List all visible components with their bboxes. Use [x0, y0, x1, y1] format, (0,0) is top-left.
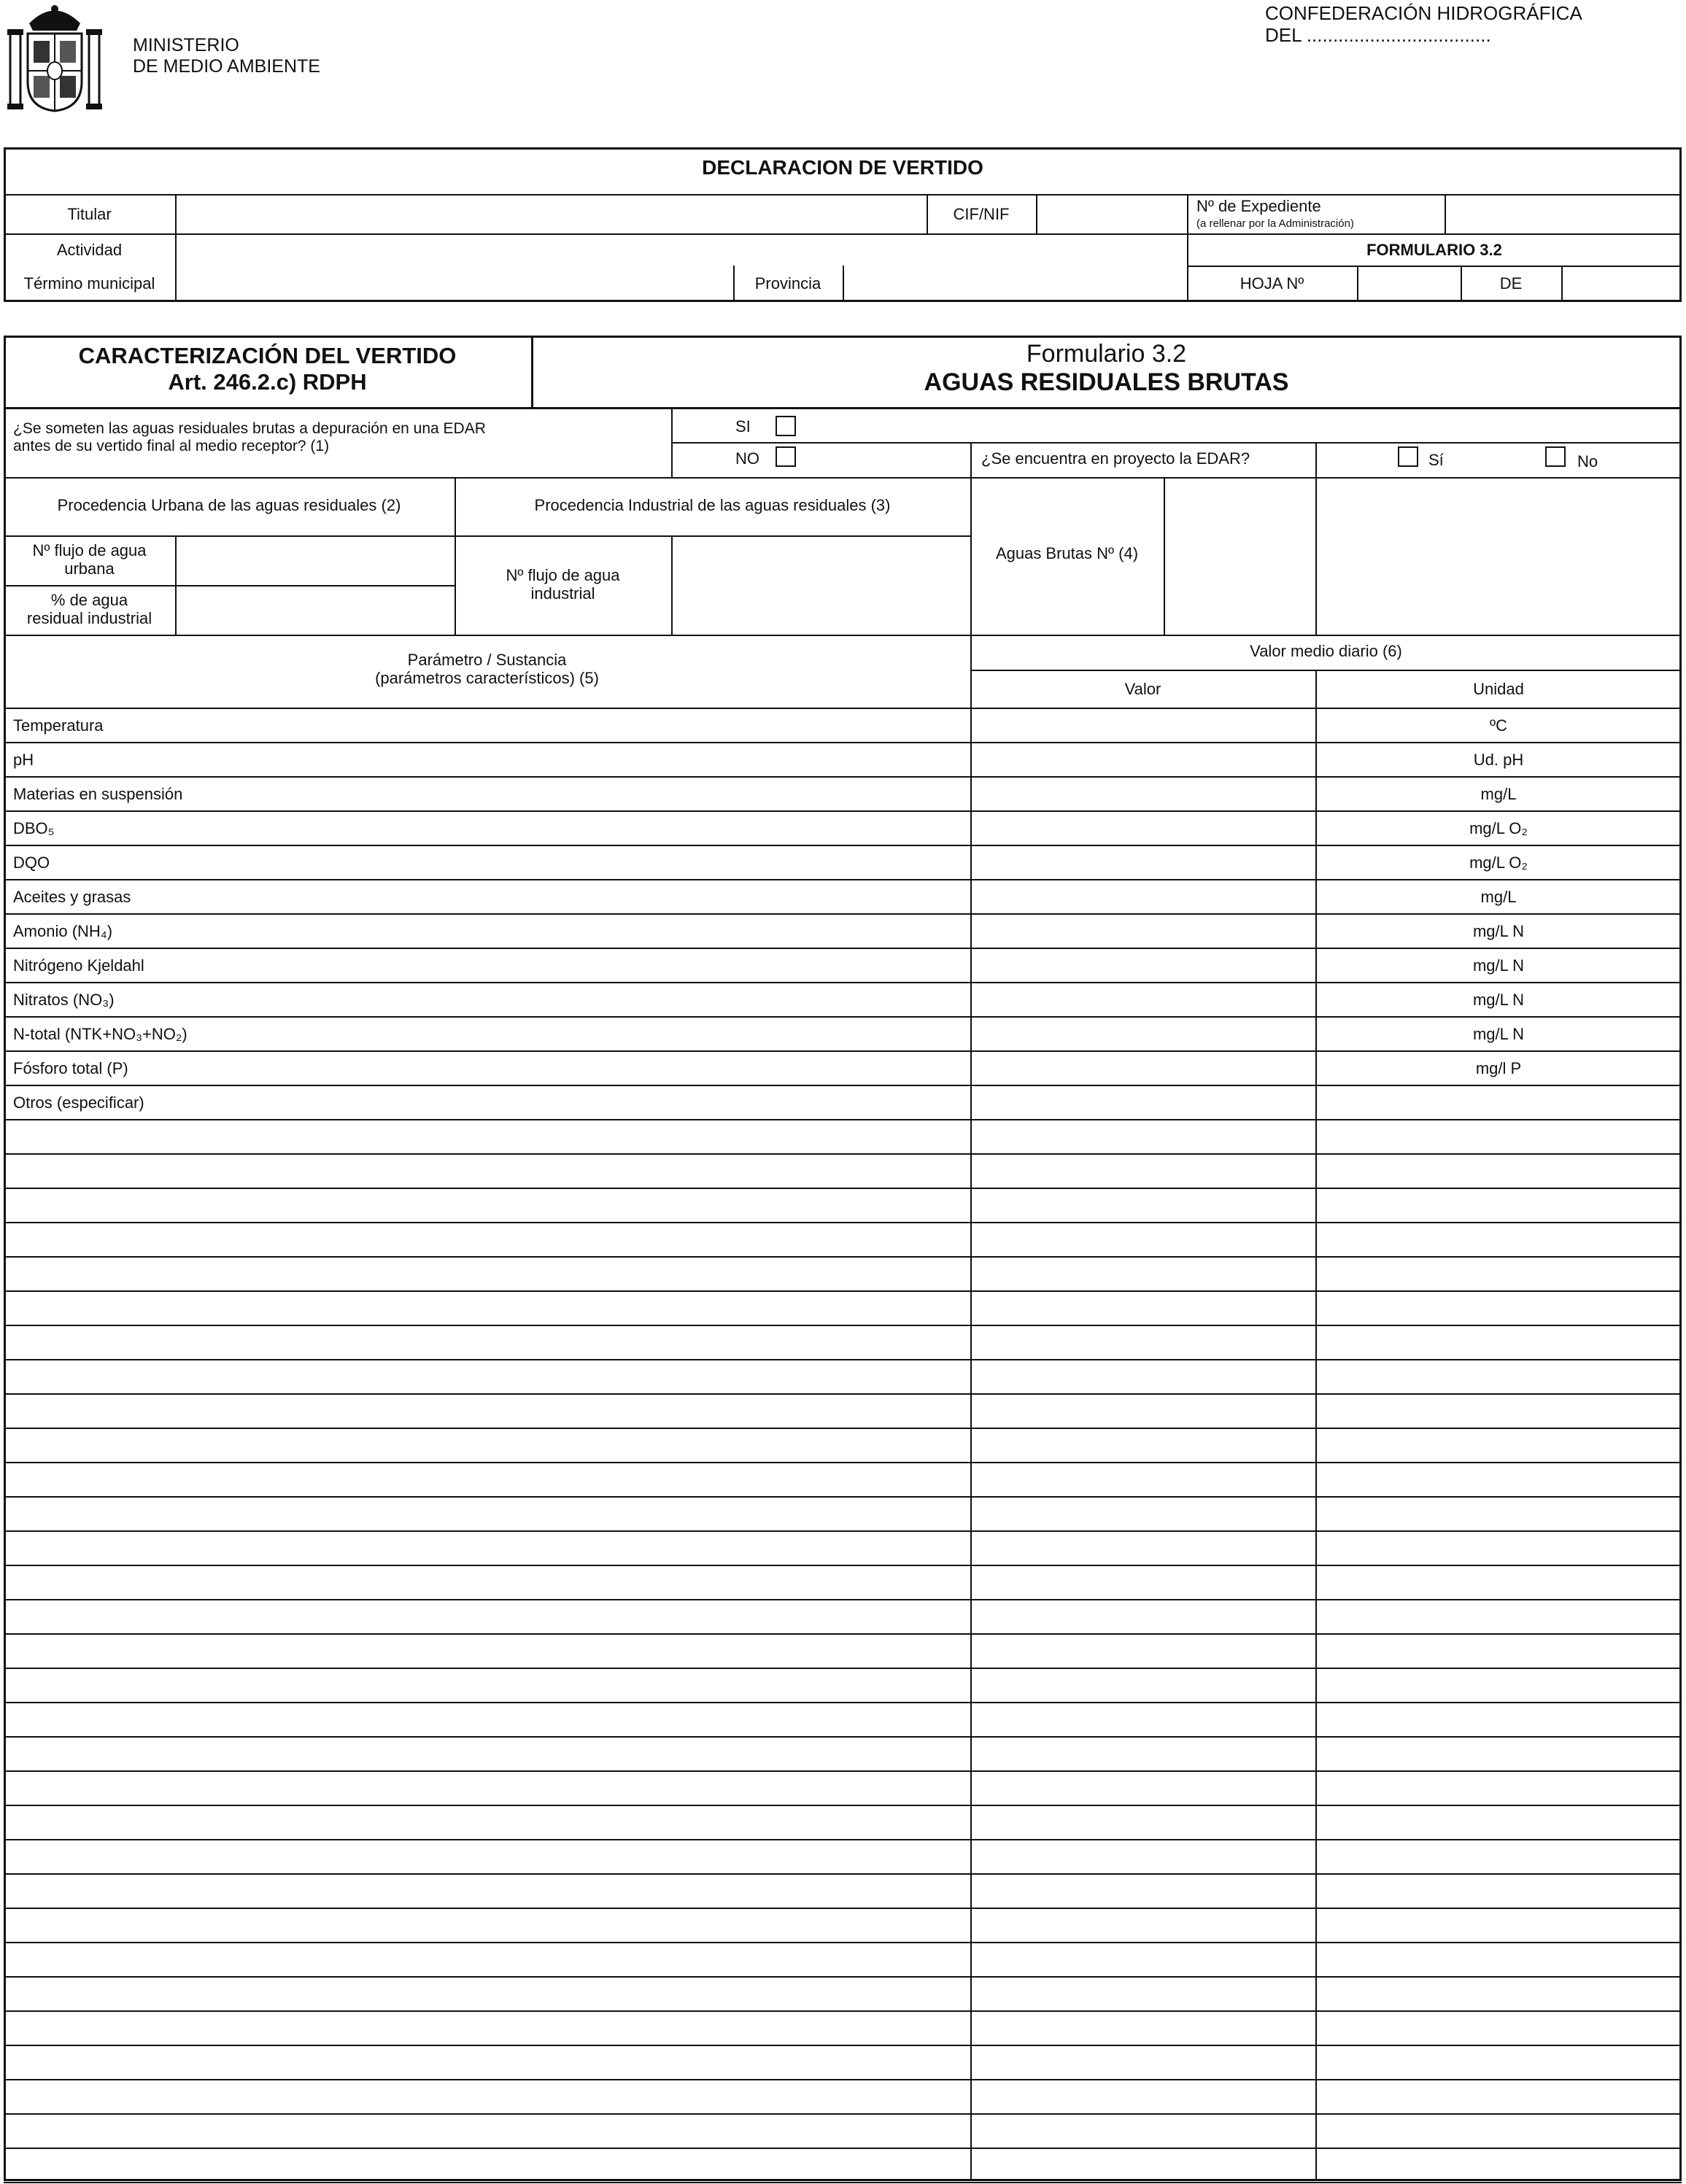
daily-value-header: Valor medio diario (6) — [1250, 642, 1402, 660]
row-divider — [4, 1256, 1682, 1258]
industrial-flow-line2: industrial — [530, 584, 595, 603]
parameter-unit: mg/L N — [1472, 956, 1525, 975]
ministry-line1: MINISTERIO — [133, 35, 239, 55]
parameter-name: Amonio (NH₄) — [13, 922, 113, 940]
parameter-value-field[interactable] — [972, 1018, 1314, 1050]
cif-field[interactable] — [1038, 195, 1186, 232]
parameter-value-field[interactable] — [972, 1806, 1314, 1838]
row-divider — [4, 1942, 1682, 1943]
param-header-line1: Parámetro / Sustancia — [407, 651, 567, 669]
parameter-name: Nitratos (NO₃) — [13, 991, 115, 1009]
parameter-name: Otros (especificar) — [13, 1093, 144, 1112]
form-title-line2: AGUAS RESIDUALES BRUTAS — [924, 368, 1289, 397]
urban-flow-field[interactable] — [177, 537, 453, 584]
row-divider — [4, 1290, 1682, 1292]
form-title-line1: Formulario 3.2 — [1026, 340, 1187, 368]
parameter-value-field[interactable] — [972, 1086, 1314, 1118]
row-divider — [4, 879, 1682, 880]
param-header-line2: (parámetros característicos) (5) — [375, 669, 599, 688]
row-divider — [4, 1530, 1682, 1532]
row-divider — [4, 1908, 1682, 1909]
parameter-name: Temperatura — [13, 716, 104, 735]
parameter-name: Aceites y grasas — [13, 888, 131, 906]
parameter-value-field[interactable] — [972, 1463, 1314, 1495]
ministry-logo — [7, 1, 102, 112]
param-header — [4, 651, 970, 688]
row-divider — [4, 1496, 1682, 1498]
parameter-unit: mg/L O₂ — [1469, 853, 1528, 872]
row-divider — [4, 1359, 1682, 1360]
row-divider — [4, 1462, 1682, 1463]
row-divider — [4, 2010, 1682, 2012]
parameter-unit: mg/L O₂ — [1469, 819, 1528, 837]
row-divider — [4, 1873, 1682, 1875]
parameter-name: N-total (NTK+NO₃+NO₂) — [13, 1025, 187, 1043]
parameter-value-field[interactable] — [972, 1532, 1314, 1564]
row-divider — [4, 2113, 1682, 2115]
industrial-flow-line1: Nº flujo de agua — [506, 566, 620, 584]
parameter-value-field[interactable] — [972, 1738, 1314, 1770]
parameter-value-field[interactable] — [972, 915, 1314, 947]
parameter-value-field[interactable] — [972, 1703, 1314, 1735]
row-divider — [4, 1222, 1682, 1223]
parameter-value-field[interactable] — [972, 1326, 1314, 1358]
parameter-name: Fósforo total (P) — [13, 1059, 128, 1077]
parameter-value-field[interactable] — [972, 880, 1314, 913]
industrial-pct-label — [4, 591, 175, 628]
row-divider — [4, 1736, 1682, 1738]
no-label: NO — [735, 449, 759, 468]
row-divider — [4, 2182, 1682, 2183]
parameter-value-field[interactable] — [972, 1120, 1314, 1153]
project-no-checkbox[interactable] — [1545, 446, 1566, 467]
parameter-value-field[interactable] — [972, 1292, 1314, 1324]
edar-question-line1: ¿Se someten las aguas residuales brutas a depuración en una EDAR — [13, 420, 486, 437]
row-divider — [4, 913, 1682, 915]
aguas-brutas-field[interactable] — [1166, 479, 1314, 633]
row-divider — [4, 1633, 1682, 1635]
row-divider — [4, 1153, 1682, 1155]
urban-flow-label — [4, 541, 175, 578]
urban-flow-line1: Nº flujo de agua — [32, 541, 147, 559]
parameter-value-field[interactable] — [972, 778, 1314, 810]
parameter-value-field[interactable] — [972, 1635, 1314, 1667]
row-divider — [4, 845, 1682, 846]
parameter-value-field[interactable] — [972, 1600, 1314, 1633]
parameter-value-field[interactable] — [972, 709, 1314, 741]
no-checkbox[interactable] — [776, 446, 796, 467]
confederation-line2: DEL ................................... — [1265, 23, 1491, 46]
parameter-value-field[interactable] — [972, 1566, 1314, 1598]
provincia-field[interactable] — [845, 267, 1186, 301]
parameter-value-field[interactable] — [972, 1223, 1314, 1255]
parameter-unit: mg/L N — [1472, 1025, 1525, 1043]
industrial-flow-field[interactable] — [673, 537, 969, 633]
termino-label: Término municipal — [23, 274, 155, 293]
cif-label: CIF/NIF — [953, 205, 1010, 223]
parameter-value-field[interactable] — [972, 2115, 1314, 2147]
industrial-origin-label: Procedencia Industrial de las aguas residuales (3) — [534, 496, 891, 514]
parameter-value-field[interactable] — [972, 743, 1314, 775]
expediente-field[interactable] — [1447, 195, 1680, 232]
row-divider — [4, 1702, 1682, 1703]
expediente-note: (a rellenar por la Administración) — [1196, 217, 1354, 230]
unidad-header: Unidad — [1473, 680, 1524, 698]
parameter-value-field[interactable] — [972, 1429, 1314, 1461]
row-divider — [4, 1428, 1682, 1429]
parameter-unit: mg/l P — [1475, 1059, 1522, 1077]
edar-question — [13, 420, 486, 455]
parameter-name: DQO — [13, 853, 50, 872]
parameter-value-field[interactable] — [972, 949, 1314, 981]
project-si-label: Sí — [1428, 451, 1444, 469]
row-divider — [4, 776, 1682, 778]
parameter-value-field[interactable] — [972, 2149, 1314, 2181]
industrial-flow-label — [455, 566, 671, 603]
parameter-value-field[interactable] — [972, 2012, 1314, 2044]
project-question: ¿Se encuentra en proyecto la EDAR? — [981, 449, 1250, 468]
parameter-value-field[interactable] — [972, 1978, 1314, 2010]
row-divider — [4, 1325, 1682, 1326]
row-divider — [4, 1050, 1682, 1052]
si-label: SI — [735, 417, 751, 435]
parameter-value-field[interactable] — [972, 1943, 1314, 1975]
industrial-pct-line2: residual industrial — [26, 609, 152, 628]
ministry-name — [133, 35, 320, 77]
parameter-name: DBO₅ — [13, 819, 55, 837]
parameter-unit: Ud. pH — [1473, 751, 1524, 769]
provincia-label: Provincia — [754, 274, 821, 293]
industrial-pct-field[interactable] — [177, 586, 453, 633]
ministry-line2: DE MEDIO AMBIENTE — [133, 55, 320, 77]
project-no-label: No — [1577, 452, 1598, 471]
expediente-label: Nº de Expediente — [1196, 197, 1321, 215]
row-divider — [4, 1188, 1682, 1189]
row-divider — [4, 1839, 1682, 1840]
parameter-unit: mg/L — [1480, 785, 1517, 803]
row-divider — [4, 2045, 1682, 2046]
row-divider — [4, 1016, 1682, 1018]
characterization-title — [4, 343, 531, 395]
parameter-value-field[interactable] — [972, 1395, 1314, 1427]
row-divider — [4, 1565, 1682, 1566]
parameter-unit: mg/L — [1480, 888, 1517, 906]
edar-question-line2: antes de su vertido final al medio receptor? (1) — [13, 438, 330, 455]
titular-label: Titular — [67, 205, 112, 223]
parameter-value-field[interactable] — [972, 1360, 1314, 1393]
parameter-value-field[interactable] — [972, 1772, 1314, 1804]
de-field[interactable] — [1563, 267, 1680, 301]
row-divider — [4, 1668, 1682, 1669]
parameter-value-field[interactable] — [972, 1875, 1314, 1907]
project-si-checkbox[interactable] — [1398, 446, 1418, 467]
valor-header: Valor — [1124, 680, 1161, 698]
row-divider — [4, 742, 1682, 743]
parameter-unit: mg/L N — [1472, 922, 1525, 940]
row-divider — [4, 1976, 1682, 1978]
form-title — [531, 340, 1682, 397]
parameter-unit: ºC — [1490, 716, 1507, 735]
parameter-unit: mg/L N — [1472, 991, 1525, 1009]
row-divider — [4, 1770, 1682, 1772]
parameter-value-field[interactable] — [972, 846, 1314, 878]
characterization-title-line2: Art. 246.2.c) RDPH — [168, 368, 367, 395]
urban-origin-label: Procedencia Urbana de las aguas residuales (2) — [57, 496, 401, 514]
si-checkbox[interactable] — [776, 416, 796, 436]
row-divider — [4, 1599, 1682, 1600]
confederation-name — [1265, 3, 1582, 47]
parameter-value-field[interactable] — [972, 2046, 1314, 2078]
parameter-name: pH — [13, 751, 34, 769]
row-divider — [4, 810, 1682, 812]
row-divider — [4, 948, 1682, 949]
parameter-value-field[interactable] — [972, 1189, 1314, 1221]
parameter-value-field[interactable] — [972, 1498, 1314, 1530]
parameter-value-field[interactable] — [972, 1909, 1314, 1941]
parameter-name: Nitrógeno Kjeldahl — [13, 956, 144, 975]
row-divider — [4, 2079, 1682, 2080]
parameter-value-field[interactable] — [972, 1669, 1314, 1701]
parameter-value-field[interactable] — [972, 1155, 1314, 1187]
de-label: DE — [1499, 274, 1523, 293]
row-divider — [4, 1393, 1682, 1395]
confederation-line1: CONFEDERACIÓN HIDROGRÁFICA — [1265, 2, 1582, 24]
parameter-value-field[interactable] — [972, 1258, 1314, 1290]
row-divider — [4, 2148, 1682, 2149]
parameter-value-field[interactable] — [972, 812, 1314, 844]
coat-of-arms-icon — [7, 1, 102, 112]
formulario-label: FORMULARIO 3.2 — [1366, 241, 1502, 259]
characterization-title-line1: CARACTERIZACIÓN DEL VERTIDO — [78, 343, 457, 368]
aguas-brutas-label: Aguas Brutas Nº (4) — [995, 544, 1139, 562]
row-divider — [4, 982, 1682, 983]
parameter-value-field[interactable] — [972, 2080, 1314, 2113]
parameter-name: Materias en suspensión — [13, 785, 183, 803]
parameter-value-field[interactable] — [972, 1052, 1314, 1084]
hoja-label: HOJA Nº — [1240, 274, 1304, 293]
urban-flow-line2: urbana — [64, 559, 115, 578]
declaration-title: DECLARACION DE VERTIDO — [702, 156, 983, 179]
titular-field[interactable] — [177, 195, 925, 232]
hoja-field[interactable] — [1359, 267, 1459, 301]
row-divider — [4, 1805, 1682, 1806]
parameter-value-field[interactable] — [972, 1840, 1314, 1873]
actividad-label: Actividad — [56, 241, 123, 259]
row-divider — [4, 1085, 1682, 1086]
parameter-value-field[interactable] — [972, 983, 1314, 1015]
row-divider — [4, 1119, 1682, 1120]
industrial-pct-line1: % de agua — [50, 591, 128, 609]
